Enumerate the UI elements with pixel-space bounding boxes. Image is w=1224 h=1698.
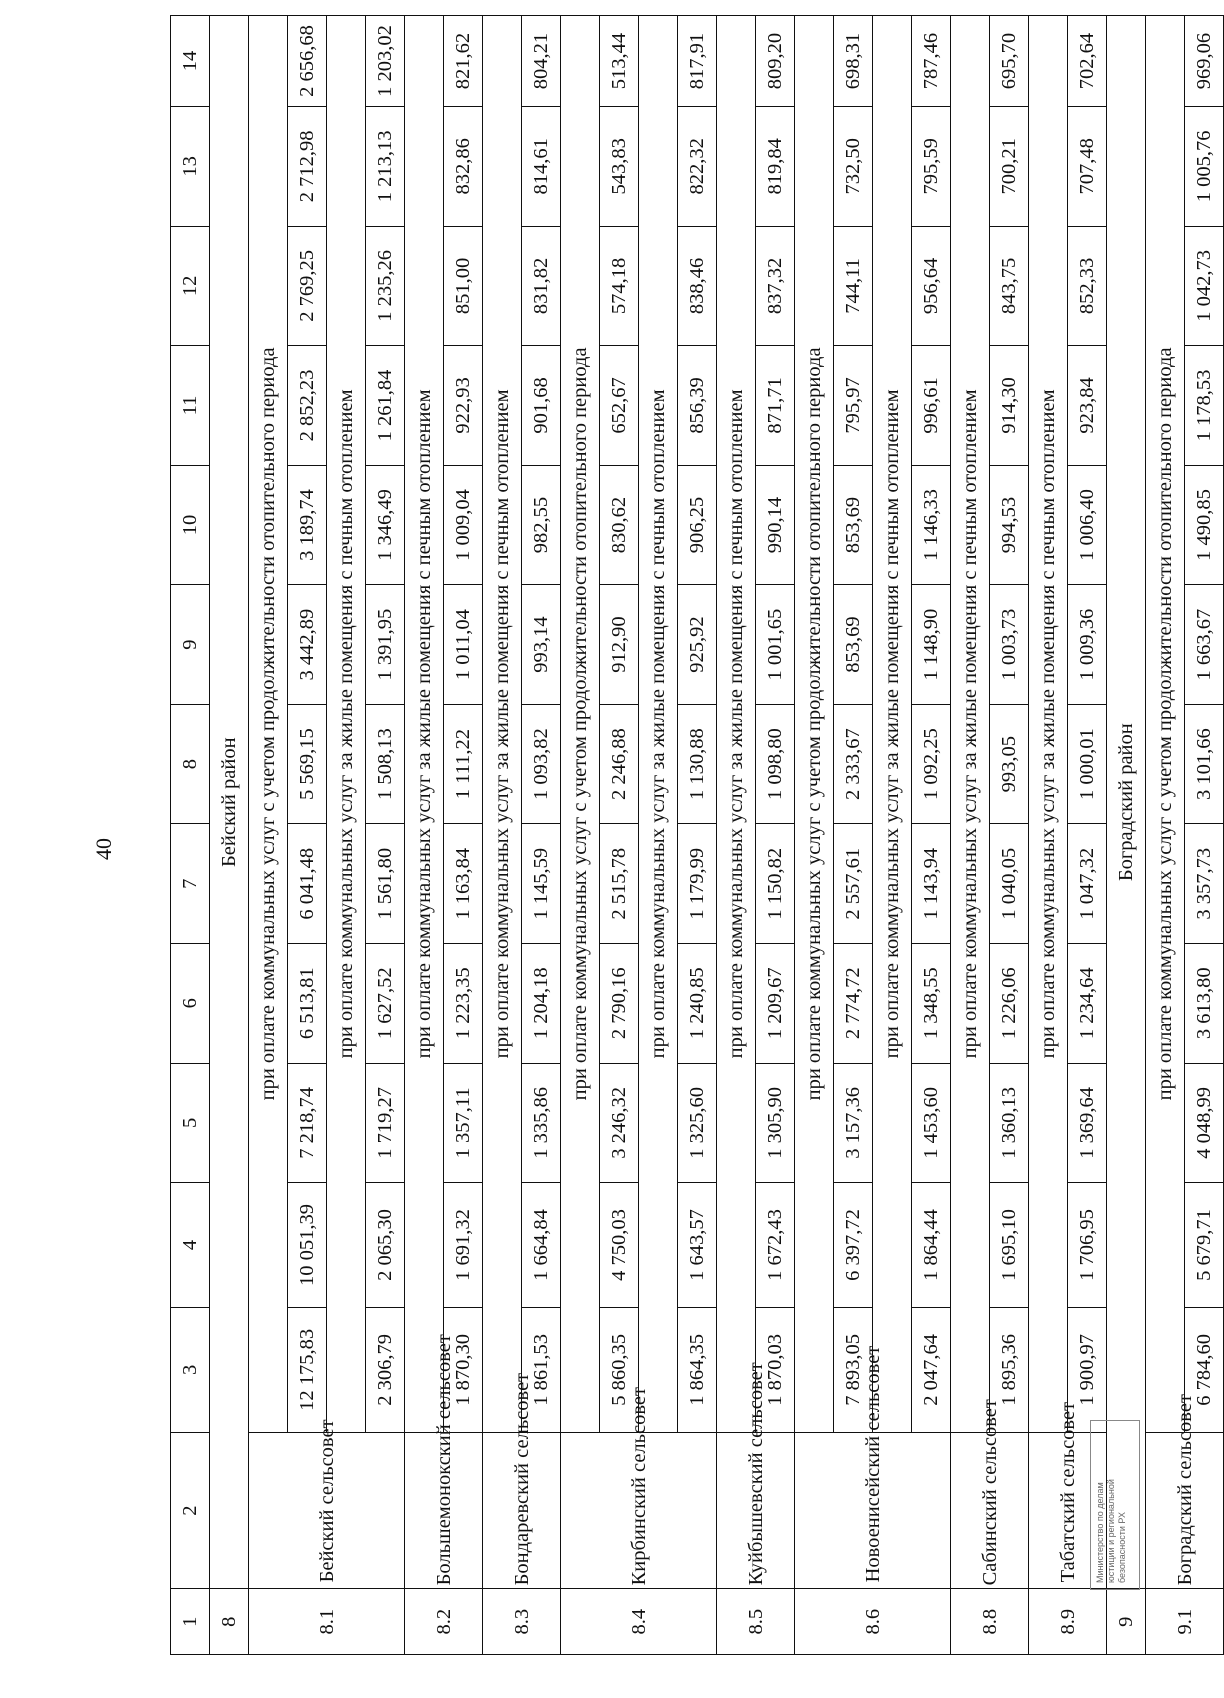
value-cell: 1 178,53 [1185,346,1224,466]
subtitle-row [951,16,990,1655]
subtitle-row [249,16,288,1655]
value-cell: 925,92 [678,585,717,705]
value-cell: 1 706,95 [1068,1183,1107,1308]
value-cell: 10 051,39 [288,1183,327,1308]
value-cell: 2 333,67 [834,704,873,824]
subtitle-row [1146,16,1185,1655]
value-cell: 3 101,66 [1185,704,1224,824]
value-cell: 852,33 [1068,226,1107,346]
value-cell: 1 861,53 [522,1307,561,1432]
value-cell: 3 442,89 [288,585,327,705]
entity-code: 8.6 [795,1589,951,1655]
section-title: Бейский район [210,16,249,1589]
value-cell: 1 691,32 [444,1183,483,1308]
value-cell: 832,86 [444,107,483,227]
value-cell: 1 179,99 [678,824,717,944]
section-title: Боградский район [1107,16,1146,1589]
value-cell: 2 769,25 [288,226,327,346]
value-cell: 3 157,36 [834,1063,873,1183]
value-cell: 1 003,73 [990,585,1029,705]
value-cell: 1 305,90 [756,1063,795,1183]
header-cell: 4 [171,1183,210,1308]
values-row [288,16,327,1655]
value-cell: 795,59 [912,107,951,227]
value-cell: 1 213,13 [366,107,405,227]
entity-name: Большемонокский сельсовет [405,1432,483,1589]
value-cell: 1 695,10 [990,1183,1029,1308]
value-cell: 1 490,85 [1185,465,1224,585]
subtitle-row [327,16,366,1655]
value-cell: 856,39 [678,346,717,466]
value-cell: 912,90 [600,585,639,705]
value-cell: 821,62 [444,16,483,107]
value-cell: 1 672,43 [756,1183,795,1308]
block-label: при оплате коммунальных услуг за жилые помещения с печным отоплением [639,16,678,1433]
value-cell: 843,75 [990,226,1029,346]
value-cell: 1 145,59 [522,824,561,944]
value-cell: 996,61 [912,346,951,466]
tariff-table [170,15,1224,1655]
value-cell: 1 204,18 [522,944,561,1064]
value-cell: 3 613,80 [1185,944,1224,1064]
value-cell: 1 453,60 [912,1063,951,1183]
value-cell: 1 001,65 [756,585,795,705]
value-cell: 994,53 [990,465,1029,585]
value-cell: 2 852,23 [288,346,327,466]
value-cell: 6 397,72 [834,1183,873,1308]
value-cell: 914,30 [990,346,1029,466]
value-cell: 853,69 [834,465,873,585]
entity-code: 8.9 [1029,1589,1107,1655]
entity-name: Куйбышевский сельсовет [717,1432,795,1589]
block-label: при оплате коммунальных услуг за жилые помещения с печным отоплением [327,16,366,1433]
value-cell: 1 093,82 [522,704,561,824]
value-cell: 5 569,15 [288,704,327,824]
value-cell: 1 011,04 [444,585,483,705]
subtitle-row [1029,16,1068,1655]
value-cell: 1 000,01 [1068,704,1107,824]
value-cell: 969,06 [1185,16,1224,107]
value-cell: 901,68 [522,346,561,466]
value-cell: 1 235,26 [366,226,405,346]
block-label: при оплате коммунальных услуг за жилые помещения с печным отоплением [483,16,522,1433]
entity-name: Табатский сельсовет [1029,1432,1107,1589]
entity-code: 8.4 [561,1589,717,1655]
value-cell: 732,50 [834,107,873,227]
subtitle-row [483,16,522,1655]
value-cell: 1 111,22 [444,704,483,824]
value-cell: 1 234,64 [1068,944,1107,1064]
value-cell: 1 391,95 [366,585,405,705]
header-cell: 9 [171,585,210,705]
value-cell: 1 325,60 [678,1063,717,1183]
value-cell: 1 261,84 [366,346,405,466]
block-label: при оплате коммунальных услуг с учетом продолжительности отопительного периода [249,16,288,1433]
value-cell: 956,64 [912,226,951,346]
value-cell: 2 656,68 [288,16,327,107]
value-cell: 871,71 [756,346,795,466]
registration-stamp [1090,1420,1140,1590]
value-cell: 1 240,85 [678,944,717,1064]
value-cell: 707,48 [1068,107,1107,227]
value-cell: 3 246,32 [600,1063,639,1183]
subtitle-row [795,16,834,1655]
value-cell: 922,93 [444,346,483,466]
value-cell: 1 150,82 [756,824,795,944]
value-cell: 744,11 [834,226,873,346]
value-cell: 4 048,99 [1185,1063,1224,1183]
value-cell: 7 218,74 [288,1063,327,1183]
entity-code: 9.1 [1146,1589,1224,1655]
value-cell: 1 209,67 [756,944,795,1064]
subtitle-row [561,16,600,1655]
header-cell: 11 [171,346,210,466]
entity-name: Новоенисейский сельсовет [795,1432,951,1589]
value-cell: 1 561,80 [366,824,405,944]
value-cell: 7 893,05 [834,1307,873,1432]
value-cell: 574,18 [600,226,639,346]
value-cell: 2 557,61 [834,824,873,944]
value-cell: 1 346,49 [366,465,405,585]
value-cell: 1 223,35 [444,944,483,1064]
value-cell: 5 679,71 [1185,1183,1224,1308]
value-cell: 1 163,84 [444,824,483,944]
value-cell: 6 041,48 [288,824,327,944]
entity-code: 8.3 [483,1589,561,1655]
value-cell: 1 895,36 [990,1307,1029,1432]
block-label: при оплате коммунальных услуг за жилые помещения с печным отоплением [1029,16,1068,1433]
value-cell: 809,20 [756,16,795,107]
value-cell: 2 712,98 [288,107,327,227]
value-cell: 1 719,27 [366,1063,405,1183]
value-cell: 851,00 [444,226,483,346]
value-cell: 12 175,83 [288,1307,327,1432]
value-cell: 2 515,78 [600,824,639,944]
value-cell: 2 790,16 [600,944,639,1064]
header-row [171,16,210,1655]
value-cell: 1 143,94 [912,824,951,944]
header-cell: 6 [171,944,210,1064]
header-cell: 10 [171,465,210,585]
value-cell: 1 627,52 [366,944,405,1064]
value-cell: 1 009,36 [1068,585,1107,705]
value-cell: 4 750,03 [600,1183,639,1308]
value-cell: 1 870,03 [756,1307,795,1432]
value-cell: 1 864,35 [678,1307,717,1432]
header-cell: 12 [171,226,210,346]
value-cell: 698,31 [834,16,873,107]
section-row [210,16,249,1655]
block-label: при оплате коммунальных услуг за жилые помещения с печным отоплением [951,16,990,1433]
value-cell: 819,84 [756,107,795,227]
subtitle-row [405,16,444,1655]
header-cell: 2 [171,1432,210,1589]
value-cell: 6 784,60 [1185,1307,1224,1432]
section-code: 9 [1107,1589,1146,1655]
value-cell: 2 047,64 [912,1307,951,1432]
block-label: при оплате коммунальных услуг с учетом продолжительности отопительного периода [1146,16,1185,1433]
value-cell: 1 006,40 [1068,465,1107,585]
value-cell: 5 860,35 [600,1307,639,1432]
values-row [912,16,951,1655]
value-cell: 1 203,02 [366,16,405,107]
section-code: 8 [210,1589,249,1655]
page-number: 40 [91,838,116,860]
entity-name: Бондаревский сельсовет [483,1432,561,1589]
value-cell: 1 643,57 [678,1183,717,1308]
value-cell: 817,91 [678,16,717,107]
block-label: при оплате коммунальных услуг за жилые помещения с печным отоплением [717,16,756,1433]
entity-name: Кирбинский сельсовет [561,1432,717,1589]
header-cell: 7 [171,824,210,944]
values-row [678,16,717,1655]
value-cell: 814,61 [522,107,561,227]
value-cell: 1 870,30 [444,1307,483,1432]
value-cell: 3 189,74 [288,465,327,585]
entity-code: 8.2 [405,1589,483,1655]
value-cell: 982,55 [522,465,561,585]
stamp-line: безопасности РХ [1117,1512,1127,1583]
value-cell: 702,64 [1068,16,1107,107]
value-cell: 1 042,73 [1185,226,1224,346]
header-cell: 8 [171,704,210,824]
entity-name: Бейский сельсовет [249,1432,405,1589]
value-cell: 1 146,33 [912,465,951,585]
block-label: при оплате коммунальных услуг за жилые помещения с печным отоплением [405,16,444,1433]
value-cell: 513,44 [600,16,639,107]
value-cell: 853,69 [834,585,873,705]
value-cell: 830,62 [600,465,639,585]
value-cell: 2 065,30 [366,1183,405,1308]
value-cell: 700,21 [990,107,1029,227]
values-row [366,16,405,1655]
value-cell: 1 335,86 [522,1063,561,1183]
value-cell: 1 040,05 [990,824,1029,944]
header-cell: 3 [171,1307,210,1432]
value-cell: 906,25 [678,465,717,585]
block-label: при оплате коммунальных услуг с учетом продолжительности отопительного периода [795,16,834,1433]
value-cell: 1 005,76 [1185,107,1224,227]
section-row [1107,16,1146,1655]
value-cell: 1 047,32 [1068,824,1107,944]
value-cell: 1 098,80 [756,704,795,824]
value-cell: 1 348,55 [912,944,951,1064]
value-cell: 1 148,90 [912,585,951,705]
entity-code: 8.5 [717,1589,795,1655]
block-label: при оплате коммунальных услуг за жилые помещения с печным отоплением [873,16,912,1433]
value-cell: 838,46 [678,226,717,346]
value-cell: 1 664,84 [522,1183,561,1308]
value-cell: 993,14 [522,585,561,705]
entity-code: 8.8 [951,1589,1029,1655]
value-cell: 1 864,44 [912,1183,951,1308]
header-cell: 5 [171,1063,210,1183]
value-cell: 795,97 [834,346,873,466]
value-cell: 993,05 [990,704,1029,824]
value-cell: 1 092,25 [912,704,951,824]
value-cell: 1 357,11 [444,1063,483,1183]
header-cell: 14 [171,16,210,107]
value-cell: 2 774,72 [834,944,873,1064]
entity-name: Боградский сельсовет [1146,1432,1224,1589]
value-cell: 1 226,06 [990,944,1029,1064]
value-cell: 1 130,88 [678,704,717,824]
value-cell: 3 357,73 [1185,824,1224,944]
value-cell: 1 900,97 [1068,1307,1107,1432]
value-cell: 822,32 [678,107,717,227]
subtitle-row [717,16,756,1655]
value-cell: 804,21 [522,16,561,107]
block-label: при оплате коммунальных услуг с учетом продолжительности отопительного периода [561,16,600,1433]
value-cell: 543,83 [600,107,639,227]
entity-code: 8.1 [249,1589,405,1655]
value-cell: 6 513,81 [288,944,327,1064]
stamp-line: юстиции и региональной [1106,1479,1116,1583]
header-cell: 1 [171,1589,210,1655]
value-cell: 831,82 [522,226,561,346]
value-cell: 2 246,88 [600,704,639,824]
value-cell: 1 663,67 [1185,585,1224,705]
value-cell: 1 009,04 [444,465,483,585]
value-cell: 990,14 [756,465,795,585]
value-cell: 837,32 [756,226,795,346]
entity-name: Сабинский сельсовет [951,1432,1029,1589]
value-cell: 2 306,79 [366,1307,405,1432]
value-cell: 1 360,13 [990,1063,1029,1183]
value-cell: 923,84 [1068,346,1107,466]
stamp-line: Министерство по делам [1095,1482,1105,1583]
value-cell: 1 508,13 [366,704,405,824]
value-cell: 787,46 [912,16,951,107]
value-cell: 652,67 [600,346,639,466]
value-cell: 695,70 [990,16,1029,107]
value-cell: 1 369,64 [1068,1063,1107,1183]
header-cell: 13 [171,107,210,227]
